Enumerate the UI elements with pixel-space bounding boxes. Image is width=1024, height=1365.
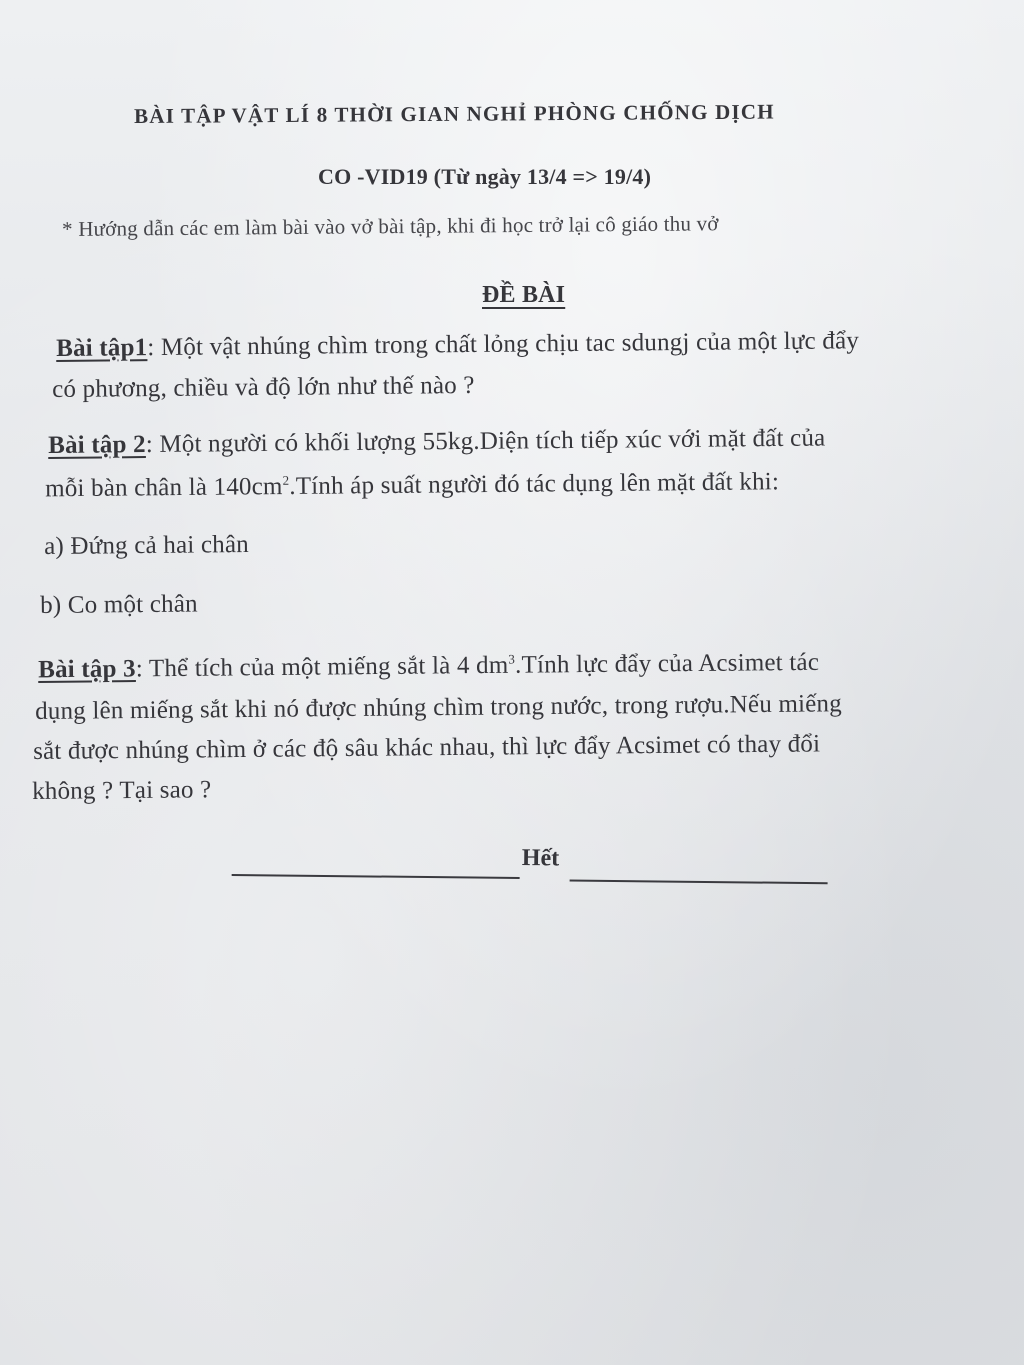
exercise-1-line-2: có phương, chiều và độ lớn như thế nào ? <box>52 371 475 403</box>
exercise-2-option-b: b) Co một chân <box>40 590 198 619</box>
exercise-3-text-before: : Thể tích của một miếng sắt là 4 dm <box>135 651 509 683</box>
exercise-3-superscript: 3 <box>508 651 516 667</box>
exercise-3-line-4: không ? Tại sao ? <box>32 776 212 805</box>
document-title-line-2: CO -VID19 (Từ ngày 13/4 => 19/4) <box>318 164 652 189</box>
exercise-1-label: Bài tập1 <box>56 334 148 362</box>
exercise-2-option-a: a) Đứng cả hai chân <box>44 531 250 560</box>
end-rule-right <box>570 880 828 885</box>
exercise-2-label: Bài tập 2 <box>48 431 146 459</box>
exercise-2-line-1 <box>48 425 826 460</box>
exercise-1-line-1 <box>56 327 859 363</box>
end-text: Hết <box>521 845 560 872</box>
exercise-3-line-2: dụng lên miếng sắt khi nó được nhúng chìm trong nước, trong rượu.Nếu miếng <box>35 690 843 725</box>
instruction-note: * Hướng dẫn các em làm bài vào vở bài tập, khi đi học trở lại cô giáo thu vở <box>62 211 719 241</box>
section-heading: ĐỀ BÀI <box>482 282 566 308</box>
exercise-3-text-after: .Tính lực đẩy của Acsimet tác <box>514 648 820 679</box>
exercise-1-text: : Một vật nhúng chìm trong chất lỏng chịu tac sdungj của một lực đẩy <box>147 327 860 362</box>
exercise-3-line-3: sắt được nhúng chìm ở các độ sâu khác nhau, thì lực đẩy Acsimet có thay đổi <box>33 730 821 765</box>
end-rule-left <box>232 874 520 879</box>
exercise-2-superscript: 2 <box>282 472 290 488</box>
end-marker <box>231 842 831 898</box>
exercise-2-text-before: mỗi bàn chân là 140cm <box>45 473 283 503</box>
exercise-2-text-after: .Tính áp suất người đó tác dụng lên mặt đất khi: <box>289 468 780 500</box>
exercise-2-text: : Một người có khối lượng 55kg.Diện tích tiếp xúc với mặt đất của <box>145 424 826 459</box>
exercise-2-line-2 <box>45 468 779 503</box>
exercise-3-line-1 <box>38 649 819 685</box>
exercise-3-label: Bài tập 3 <box>38 655 136 684</box>
document-title-line-1: BÀI TẬP VẬT LÍ 8 THỜI GIAN NGHỈ PHÒNG CHỐNG DỊCH <box>134 99 775 128</box>
